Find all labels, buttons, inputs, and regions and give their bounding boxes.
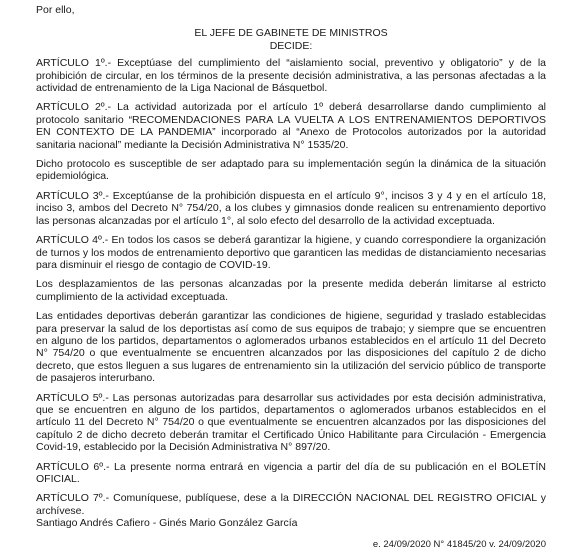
paragraph-displacements: Los desplazamientos de las personas alcanzadas por la presente medida deberán limitarse al estricto cumplimiento de la actividad exceptuada. (36, 278, 546, 303)
article-6: ARTÍCULO 6º.- La presente norma entrará en vigencia a partir del día de su publicación en el BOLETÍN OFICIAL. (36, 460, 546, 485)
paragraph-sports-entities: Las entidades deportivas deberán garantizar las condiciones de higiene, seguridad y traslado establecidas para preservar la salud de los deportistas así como de sus equipos de trabajo; y siempre que se encuentren en alguno de los partidos, departamentos o aglomerados urbanos establecidos en el artículo 11 del Decreto N° 754/20 o que eventualmente se encuentren alcanzados por las disposiciones del capítulo 2 de dicho decreto, que estos lleguen a sus lugares de entrenamiento sin la utilización del servicio público de transporte de pasajeros interurbano. (36, 310, 546, 385)
article-2: ARTÍCULO 2º.- La actividad autorizada por el artículo 1º deberá desarrollarse dando cumplimiento al protocolo sanitario “RECOMENDACIONES PARA LA VUELTA A LOS ENTRENAMIENTOS DEPORTIVOS EN CONTEXTO DE LA PANDEMIA” incorporado al “Anexo de Protocolos autorizados por la autoridad sanitaria nacional” mediante la Decisión Administrativa N° 1535/20. (36, 101, 546, 151)
article-3: ARTÍCULO 3º.- Exceptúanse de la prohibición dispuesta en el artículo 9°, incisos 3 y 4 y en el artículo 18, inciso 3, ambos del Decreto N° 754/20, a los clubes y gimnasios donde realicen su entrenamiento deportivo las personas alcanzadas por el artículo 1°, al solo efecto del desarrollo de la actividad exceptuada. (36, 189, 546, 227)
article-7: ARTÍCULO 7º.- Comuníquese, publíquese, dese a la DIRECCIÓN NACIONAL DEL REGISTRO OFICIAL y archívese. (36, 492, 546, 517)
article-1: ARTÍCULO 1º.- Exceptúase del cumplimiento del “aislamiento social, preventivo y obligatorio” y de la prohibición de circular, en los términos de la presente decisión administrativa, a las personas afectadas a la actividad de entrenamiento de la Liga Nacional de Básquetbol. (36, 57, 546, 95)
article-5: ARTÍCULO 5º.- Las personas autorizadas para desarrollar sus actividades por esta decisión administrativa, que se encuentren en alguno de los partidos, departamentos o aglomerados urbanos establecidos en el artículo 11 del Decreto N° 754/20 o que eventualmente se encuentren alcanzados por las disposiciones del capítulo 2 de dicho decreto deberán tramitar el Certificado Único Habilitante para Circulación - Emergencia Covid-19, establecido por la Decisión Administrativa N° 897/20. (36, 391, 546, 454)
heading-title: EL JEFE DE GABINETE DE MINISTROS (194, 27, 388, 40)
heading-decide: DECIDE: (269, 39, 313, 52)
intro-text: Por ello, (36, 4, 75, 16)
paragraph-protocol: Dicho protocolo es susceptible de ser adaptado para su implementación según la dinámica de la situación epidemiológica. (36, 158, 546, 183)
publication-line: e. 24/09/2020 N° 41845/20 v. 24/09/2020 (372, 538, 546, 550)
article-4: ARTÍCULO 4º.- En todos los casos se deberá garantizar la higiene, y cuando correspondiere la organización de turnos y los modos de entrenamiento deportivo que garanticen las medidas de distanciamiento necesarias para disminuir el riesgo de contagio de COVID-19. (36, 234, 546, 271)
signers: Santiago Andrés Cafiero - Ginés Mario González García (36, 517, 298, 530)
